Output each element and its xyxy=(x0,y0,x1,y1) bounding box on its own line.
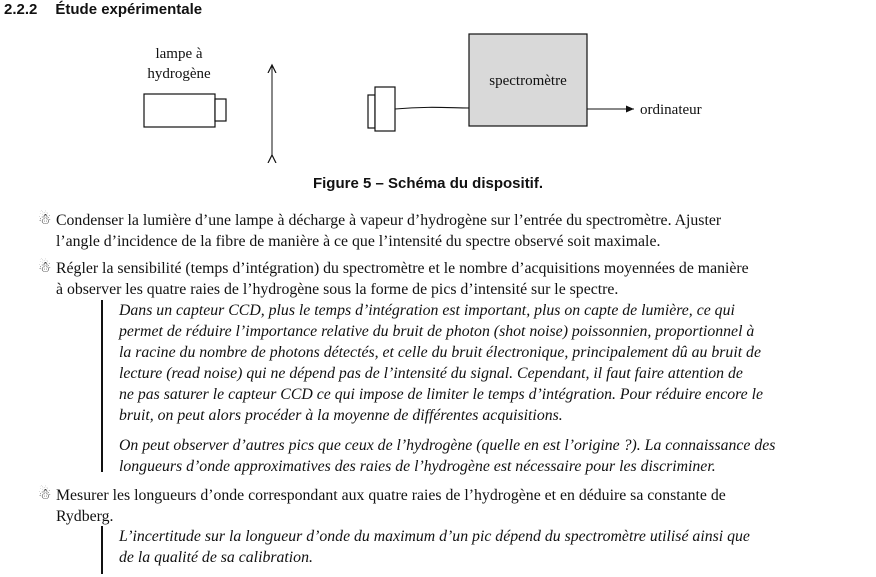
list-item-line: l’angle d’incidence de la fibre de manière à ce que l’intensité du spectre observé soit maximale. xyxy=(56,233,661,250)
list-item xyxy=(56,485,849,527)
spectrometer-label: spectromètre xyxy=(489,73,567,89)
lamp-label-line2: hydrogène xyxy=(147,66,211,82)
remark-line: On peut observer d’autres pics que ceux de l’hydrogène (quelle en est l’origine ?). La connaissance des xyxy=(119,437,776,454)
remark-line: longueurs d’onde approximatives des raies de l’hydrogène est nécessaire pour les discriminer. xyxy=(119,458,716,475)
bullet-icon: ☃ xyxy=(38,260,52,276)
remark-line: ne pas saturer le capteur CCD ce qui impose de limiter le temps d’intégration. Pour réduire encore le xyxy=(119,386,764,403)
remark-line: Dans un capteur CCD, plus le temps d’intégration est important, plus on capte de lumière, ce qui xyxy=(119,302,735,319)
remark-line: bruit, on peut alors procéder à la moyenne de différentes acquisitions. xyxy=(119,407,563,424)
section-number: 2.2.2 xyxy=(4,1,38,18)
bullet-icon: ☃ xyxy=(38,212,52,228)
remark-line: L’incertitude sur la longueur d’onde du maximum d’un pic dépend du spectromètre utilisé ainsi que xyxy=(119,528,750,545)
remark-line: de la qualité de sa calibration. xyxy=(119,549,313,566)
section-title: Étude expérimentale xyxy=(55,1,203,18)
list-item xyxy=(56,210,849,252)
remark-block xyxy=(101,526,851,574)
remark-paragraph xyxy=(103,435,851,477)
lamp-label-line1: lampe à xyxy=(155,46,203,62)
remark-line: permet de réduire l’importance relative du bruit de photon (shot noise) poissonnien, proportionnel à xyxy=(119,323,755,340)
list-item-line: Condenser la lumière d’une lampe à décharge à vapeur d’hydrogène sur l’entrée du spectromètre. Ajuster xyxy=(56,212,722,229)
remark-paragraph xyxy=(103,300,851,426)
setup-diagram xyxy=(0,0,876,170)
computer-label: ordinateur xyxy=(640,102,702,118)
list-item xyxy=(56,258,849,300)
remark-line: la racine du nombre de photons détectés, et celle du bruit électronique, principalement dû au bruit de xyxy=(119,344,761,361)
remark-block xyxy=(101,300,851,475)
remark-line: lecture (read noise) qui ne dépend pas de l’intensité du signal. Cependant, il faut faire attention de xyxy=(119,365,743,382)
fiber-connector-icon xyxy=(368,87,469,131)
bullet-icon: ☃ xyxy=(38,487,52,503)
list-item-line: Rydberg. xyxy=(56,508,114,525)
list-item-line: à observer les quatre raies de l’hydrogène sous la forme de pics d’intensité sur le spectre. xyxy=(56,281,619,298)
lamp-icon xyxy=(144,94,226,127)
list-item-line: Régler la sensibilité (temps d’intégration) du spectromètre et le nombre d’acquisitions moyennées de manière xyxy=(56,260,749,277)
list-item-line: Mesurer les longueurs d’onde correspondant aux quatre raies de l’hydrogène et en déduire sa constante de xyxy=(56,487,726,504)
figure-caption: Figure 5 – Schéma du dispositif. xyxy=(312,175,544,192)
remark-paragraph xyxy=(103,526,851,568)
